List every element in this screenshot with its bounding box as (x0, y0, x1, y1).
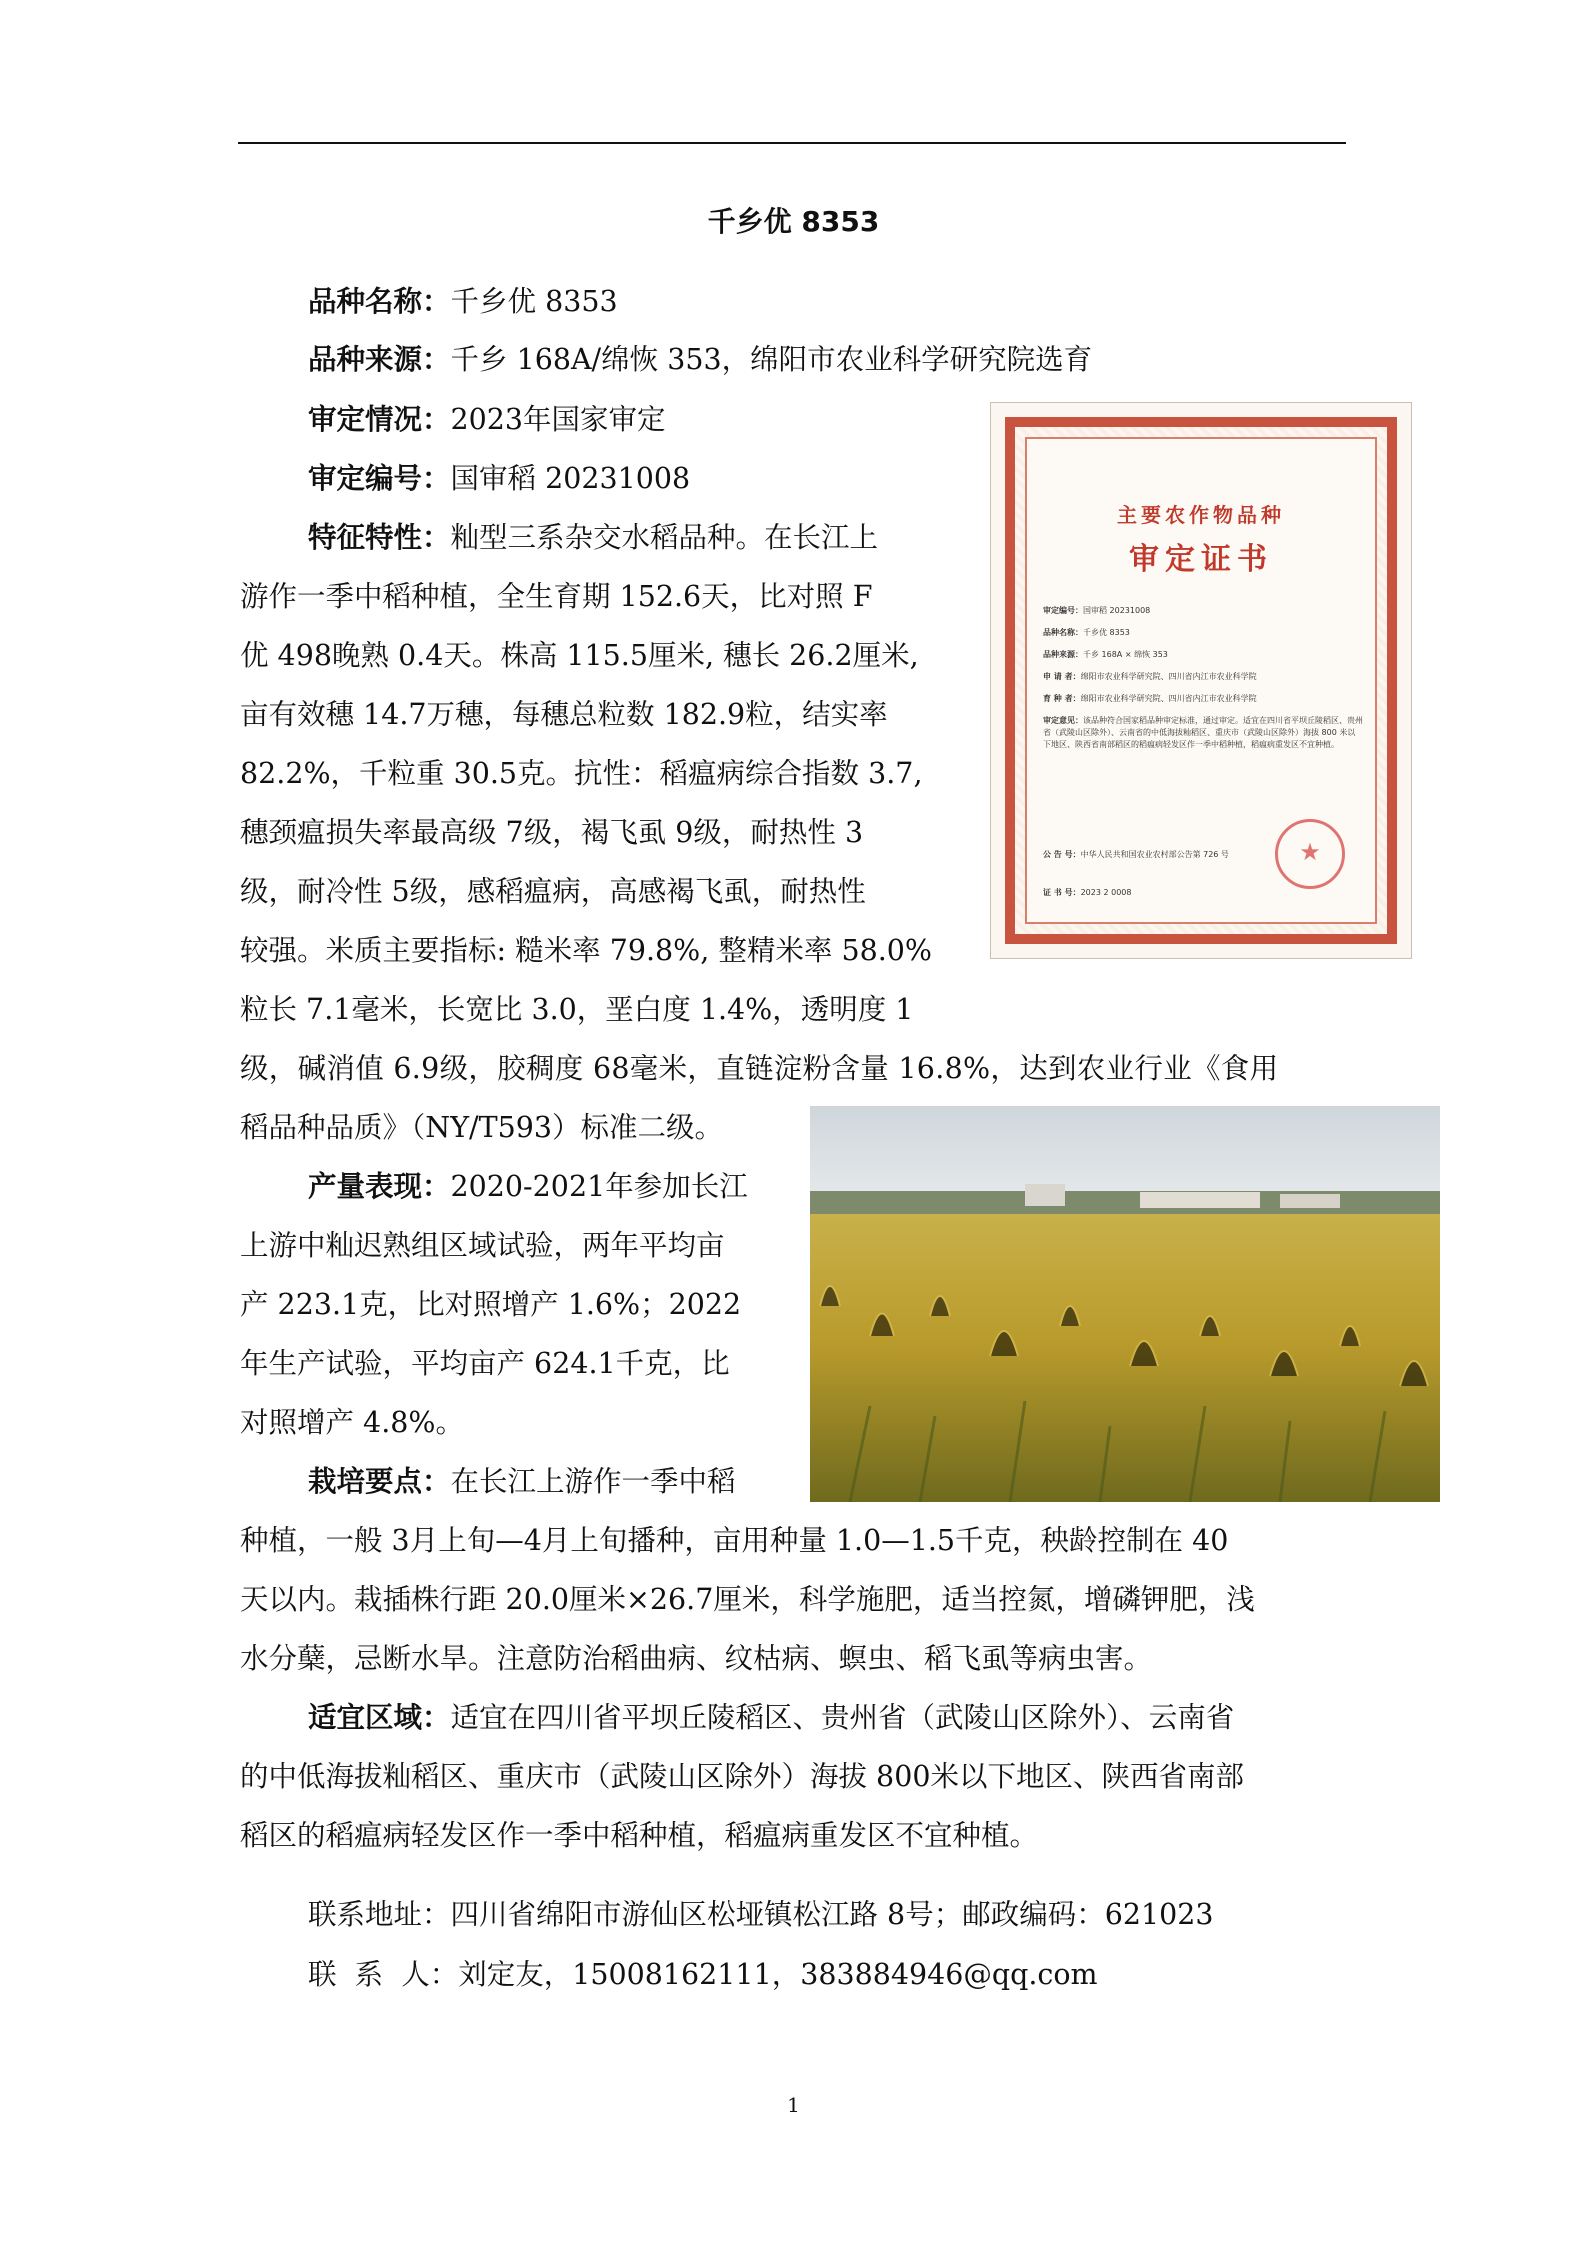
field-source (308, 340, 1092, 380)
rice-field-photo (810, 1106, 1440, 1502)
certificate-row (1043, 887, 1363, 899)
cultivation-text-0: 在长江上游作一季中稻 (450, 1465, 736, 1498)
certificate-row-key: 公 告 号： (1043, 850, 1081, 859)
certificate-row-key: 品种来源： (1043, 650, 1083, 659)
certificate-row (1043, 605, 1363, 617)
features-line-0 (308, 518, 878, 558)
yield-line-3: 年生产试验，平均亩产 624.1千克，比 (240, 1347, 730, 1380)
yield-line-4: 对照增产 4.8%。 (240, 1406, 464, 1439)
page-number: 1 (787, 2093, 800, 2117)
certificate-row-key: 品种名称： (1043, 628, 1083, 637)
region-text-0: 适宜在四川省平坝丘陵稻区、贵州省（武陵山区除外）、云南省 (450, 1701, 1235, 1734)
certificate-row (1043, 671, 1363, 683)
certificate-inner (1025, 437, 1377, 924)
certificate-row (1043, 627, 1363, 639)
certificate-row-key: 申 请 者： (1043, 672, 1081, 681)
certificate-row-value: 千乡 168A × 绵恢 353 (1083, 650, 1168, 659)
yield-line-0 (308, 1167, 748, 1207)
features-line-9: 级，碱消值 6.9级，胶稠度 68毫米，直链淀粉含量 16.8%，达到农业行业《食用 (240, 1052, 1279, 1085)
yield-line-2: 产 223.1克，比对照增产 1.6%；2022 (240, 1288, 742, 1321)
certificate-row (1043, 693, 1363, 705)
field-source-label: 品种来源： (308, 343, 451, 376)
field-name-label: 品种名称： (308, 285, 451, 318)
contact-person: 联 系 人：刘定友，15008162111，383884946@qq.com (308, 1958, 1098, 1991)
yield-text-0: 2020-2021年参加长江 (450, 1170, 748, 1203)
contact-address: 联系地址：四川省绵阳市游仙区松垭镇松江路 8号；邮政编码：621023 (308, 1898, 1214, 1931)
yield-line-1: 上游中籼迟熟组区域试验，两年平均亩 (240, 1229, 725, 1262)
cultivation-line-1: 种植，一般 3月上旬—4月上旬播种，亩用种量 1.0—1.5千克，秧龄控制在 40 (240, 1524, 1229, 1557)
field-number-value: 国审稻 20231008 (450, 462, 691, 495)
header-rule (238, 142, 1346, 144)
features-line-3: 亩有效穗 14.7万穗，每穗总粒数 182.9粒，结实率 (240, 698, 888, 731)
rice-field (810, 1214, 1440, 1502)
certificate-image (990, 402, 1412, 959)
certificate-frame (1005, 417, 1397, 944)
certificate-row-value: 该品种符合国家稻品种审定标准，通过审定。适宜在四川省平坝丘陵稻区、贵州省（武陵山区除外）、云南省的中低海拔籼稻区、重庆市（武陵山区除外）海拔 800 米以下地区、陕西省南部稻区的稻瘟病轻发区作一季中稻种植，稻瘟病重发区不宜种植。 (1043, 716, 1363, 749)
certificate-heading-1: 主要农作物品种 (1117, 503, 1285, 527)
features-line-7: 较强。米质主要指标: 糙米率 79.8%, 整精米率 58.0% (240, 934, 932, 967)
certificate-row-key: 育 种 者： (1043, 694, 1081, 703)
field-approval (308, 400, 666, 440)
field-name (308, 282, 618, 322)
features-line-4: 82.2%，千粒重 30.5克。抗性：稻瘟病综合指数 3.7, (240, 757, 923, 790)
field-number-label: 审定编号： (308, 462, 451, 495)
field-source-value: 千乡 168A/绵恢 353，绵阳市农业科学研究院选育 (450, 343, 1093, 376)
yield-label: 产量表现： (308, 1170, 451, 1203)
region-label: 适宜区域： (308, 1701, 451, 1734)
cultivation-line-0 (308, 1462, 736, 1502)
features-line-6: 级，耐冷性 5级，感稻瘟病，高感褐飞虱，耐热性 (240, 875, 866, 908)
certificate-row-key: 证 书 号： (1043, 888, 1081, 897)
features-line-10: 稻品种品质》（NY/T593）标准二级。 (240, 1111, 724, 1144)
cultivation-line-2: 天以内。栽插株行距 20.0厘米×26.7厘米，科学施肥，适当控氮，增磷钾肥，浅 (240, 1583, 1255, 1616)
field-name-value: 千乡优 8353 (450, 285, 618, 318)
field-approval-label: 审定情况： (308, 403, 451, 436)
certificate-heading-2: 审定证书 (1129, 542, 1273, 577)
features-line-2: 优 498晚熟 0.4天。株高 115.5厘米, 穗长 26.2厘米, (240, 639, 919, 672)
certificate-row-value: 千乡优 8353 (1083, 628, 1130, 637)
official-seal (1275, 819, 1345, 889)
certificate-row-value: 绵阳市农业科学研究院、四川省内江市农业科学院 (1080, 694, 1257, 703)
distant-building (1280, 1194, 1340, 1208)
features-line-5: 穗颈瘟损失率最高级 7级，褐飞虱 9级，耐热性 3 (240, 816, 864, 849)
certificate-row-value: 绵阳市农业科学研究院、四川省内江市农业科学院 (1080, 672, 1257, 681)
region-line-2: 稻区的稻瘟病轻发区作一季中稻种植，稻瘟病重发区不宜种植。 (240, 1819, 1039, 1852)
distant-building (1140, 1192, 1260, 1208)
region-line-0 (308, 1698, 1234, 1738)
distant-building (1025, 1184, 1065, 1206)
features-text-0: 籼型三系杂交水稻品种。在长江上 (450, 521, 879, 554)
certificate-row-value: 中华人民共和国农业农村部公告第 726 号 (1080, 850, 1229, 859)
certificate-row-key: 审定意见： (1043, 716, 1083, 725)
features-line-1: 游作一季中稻种植，全生育期 152.6天，比对照 F (240, 580, 873, 613)
certificate-row-value: 国审稻 20231008 (1083, 606, 1151, 615)
region-line-1: 的中低海拔籼稻区、重庆市（武陵山区除外）海拔 800米以下地区、陕西省南部 (240, 1760, 1244, 1793)
features-line-8: 粒长 7.1毫米，长宽比 3.0，垩白度 1.4%，透明度 1 (240, 993, 914, 1026)
certificate-row-key: 审定编号： (1043, 606, 1083, 615)
page-title: 千乡优 8353 (707, 205, 880, 238)
certificate-row (1043, 649, 1363, 661)
rice-field-illustration (810, 1106, 1440, 1502)
cultivation-label: 栽培要点： (308, 1465, 451, 1498)
field-number (308, 459, 690, 499)
features-label: 特征特性： (308, 521, 451, 554)
certificate-row (1043, 715, 1363, 751)
cultivation-line-3: 水分蘖，忌断水旱。注意防治稻曲病、纹枯病、螟虫、稻飞虱等病虫害。 (240, 1642, 1153, 1675)
star-icon: ★ (1299, 838, 1321, 866)
field-approval-value: 2023年国家审定 (450, 403, 666, 436)
certificate-row-value: 2023 2 0008 (1080, 888, 1132, 897)
